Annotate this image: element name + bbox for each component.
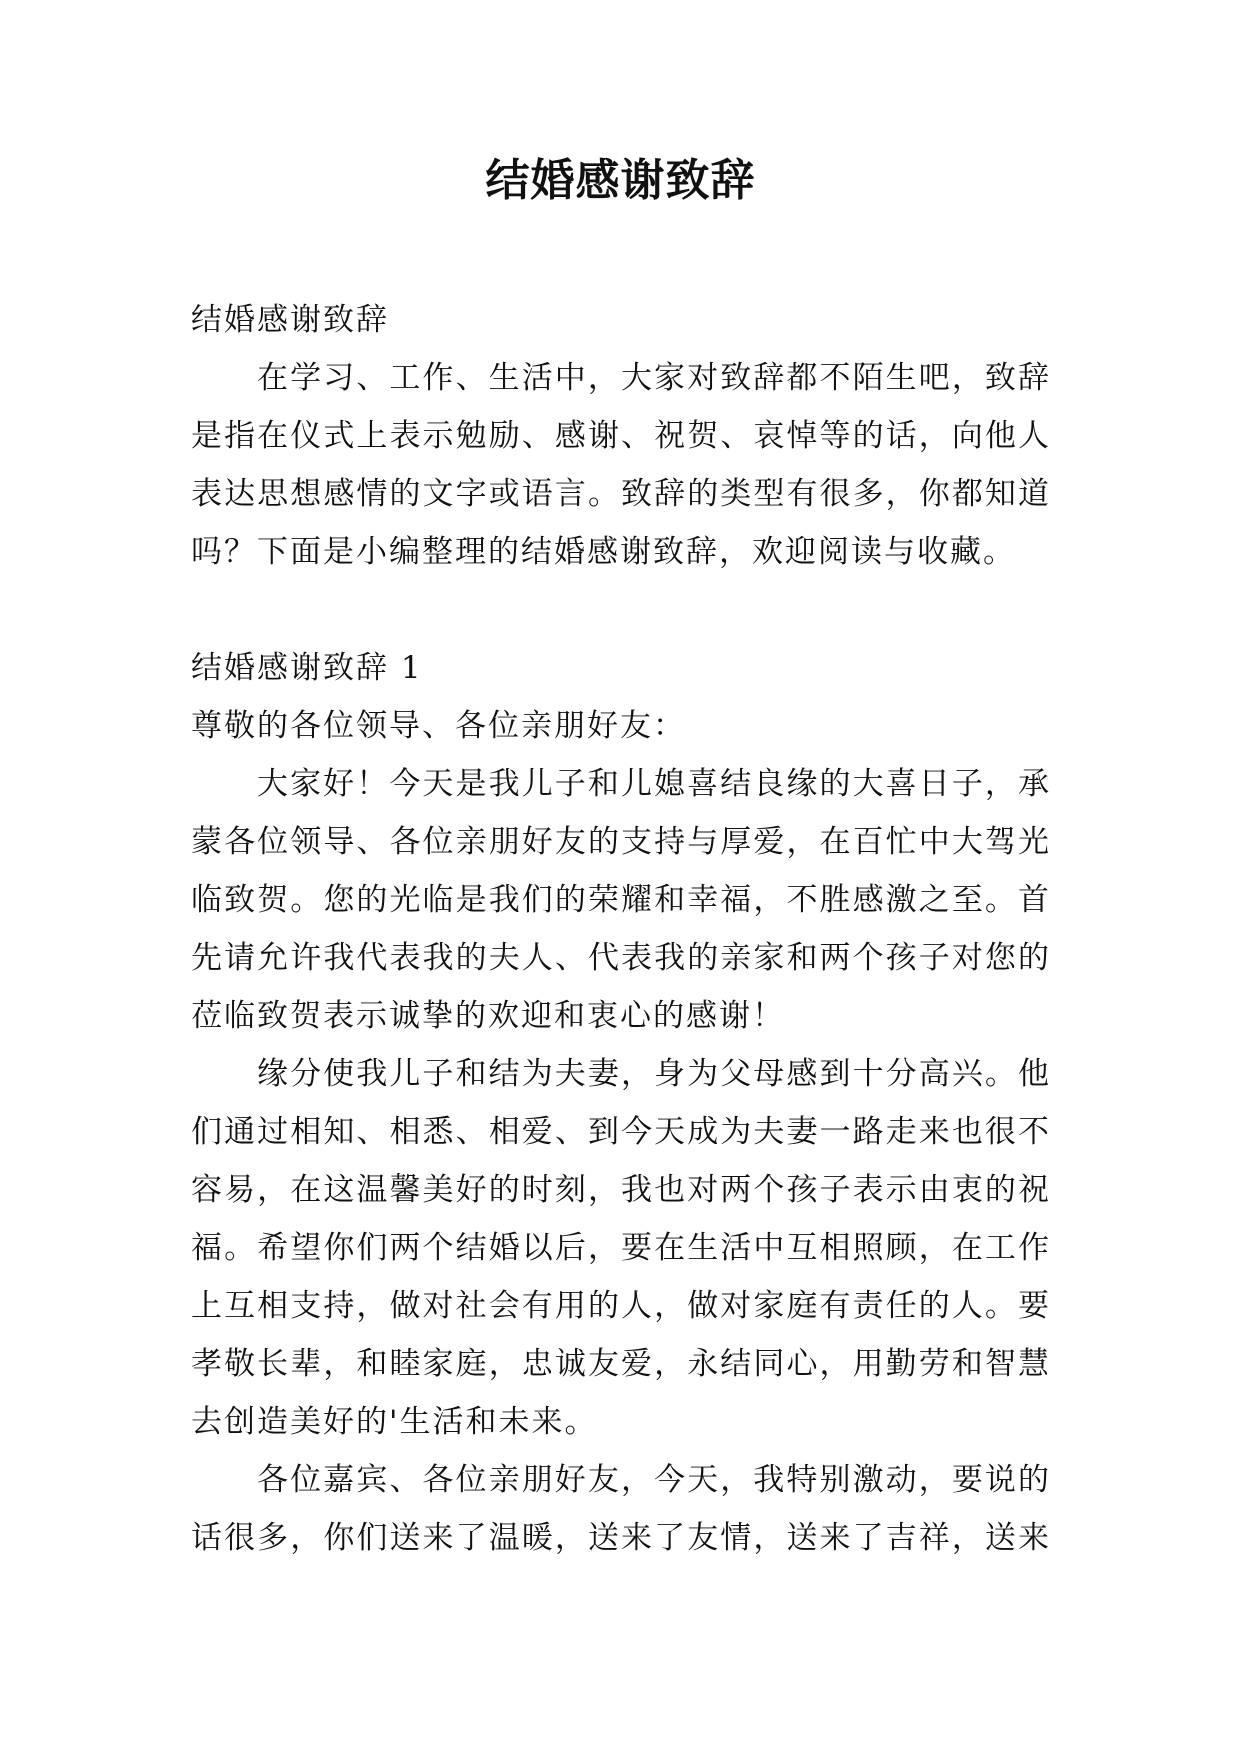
- intro-line: 在学习、工作、生活中，大家对致辞都不陌生吧，致辞: [257, 360, 1051, 396]
- intro-line: 吗？下面是小编整理的结婚感谢致辞，欢迎阅读与收藏。: [191, 534, 1016, 570]
- document-title: 结婚感谢致辞: [485, 155, 756, 206]
- subtitle: 结婚感谢致辞: [191, 302, 389, 338]
- paragraph-line: 孝敬长辈，和睦家庭，忠诚友爱，永结同心，用勤劳和智慧: [191, 1346, 1051, 1382]
- document-body: [191, 291, 1051, 1567]
- intro-line: 表达思想感情的文字或语言。致辞的类型有很多，你都知道: [191, 476, 1051, 512]
- paragraph-line: 们通过相知、相悉、相爱、到今天成为夫妻一路走来也很不: [191, 1114, 1051, 1150]
- paragraph-line: 上互相支持，做对社会有用的人，做对家庭有责任的人。要: [191, 1288, 1051, 1324]
- paragraph-line: 容易，在这温馨美好的时刻，我也对两个孩子表示由衷的祝: [191, 1172, 1051, 1208]
- paragraph-line: 去创造美好的'生活和未来。: [191, 1404, 598, 1440]
- paragraph-line: 临致贺。您的光临是我们的荣耀和幸福，不胜感激之至。首: [191, 882, 1051, 918]
- paragraph-line: 大家好！今天是我儿子和儿媳喜结良缘的大喜日子，承: [257, 766, 1051, 802]
- paragraph-line: 先请允许我代表我的夫人、代表我的亲家和两个孩子对您的: [191, 940, 1051, 976]
- salutation: 尊敬的各位领导、各位亲朋好友：: [191, 708, 686, 744]
- paragraph-line: 莅临致贺表示诚挚的欢迎和衷心的感谢！: [191, 998, 785, 1034]
- paragraph-line: 福。希望你们两个结婚以后，要在生活中互相照顾，在工作: [191, 1230, 1051, 1266]
- paragraph-line: 话很多，你们送来了温暖，送来了友情，送来了吉祥，送来: [191, 1520, 1051, 1556]
- paragraph-line: 缘分使我儿子和结为夫妻，身为父母感到十分高兴。他: [257, 1056, 1051, 1092]
- paragraph-line: 各位嘉宾、各位亲朋好友，今天，我特别激动，要说的: [257, 1462, 1051, 1498]
- paragraph-line: 蒙各位领导、各位亲朋好友的支持与厚爱，在百忙中大驾光: [191, 824, 1051, 860]
- paragraph-gap: [191, 581, 1051, 639]
- intro-line: 是指在仪式上表示勉励、感谢、祝贺、哀悼等的话，向他人: [191, 418, 1051, 454]
- section-heading: 结婚感谢致辞 1: [191, 650, 423, 686]
